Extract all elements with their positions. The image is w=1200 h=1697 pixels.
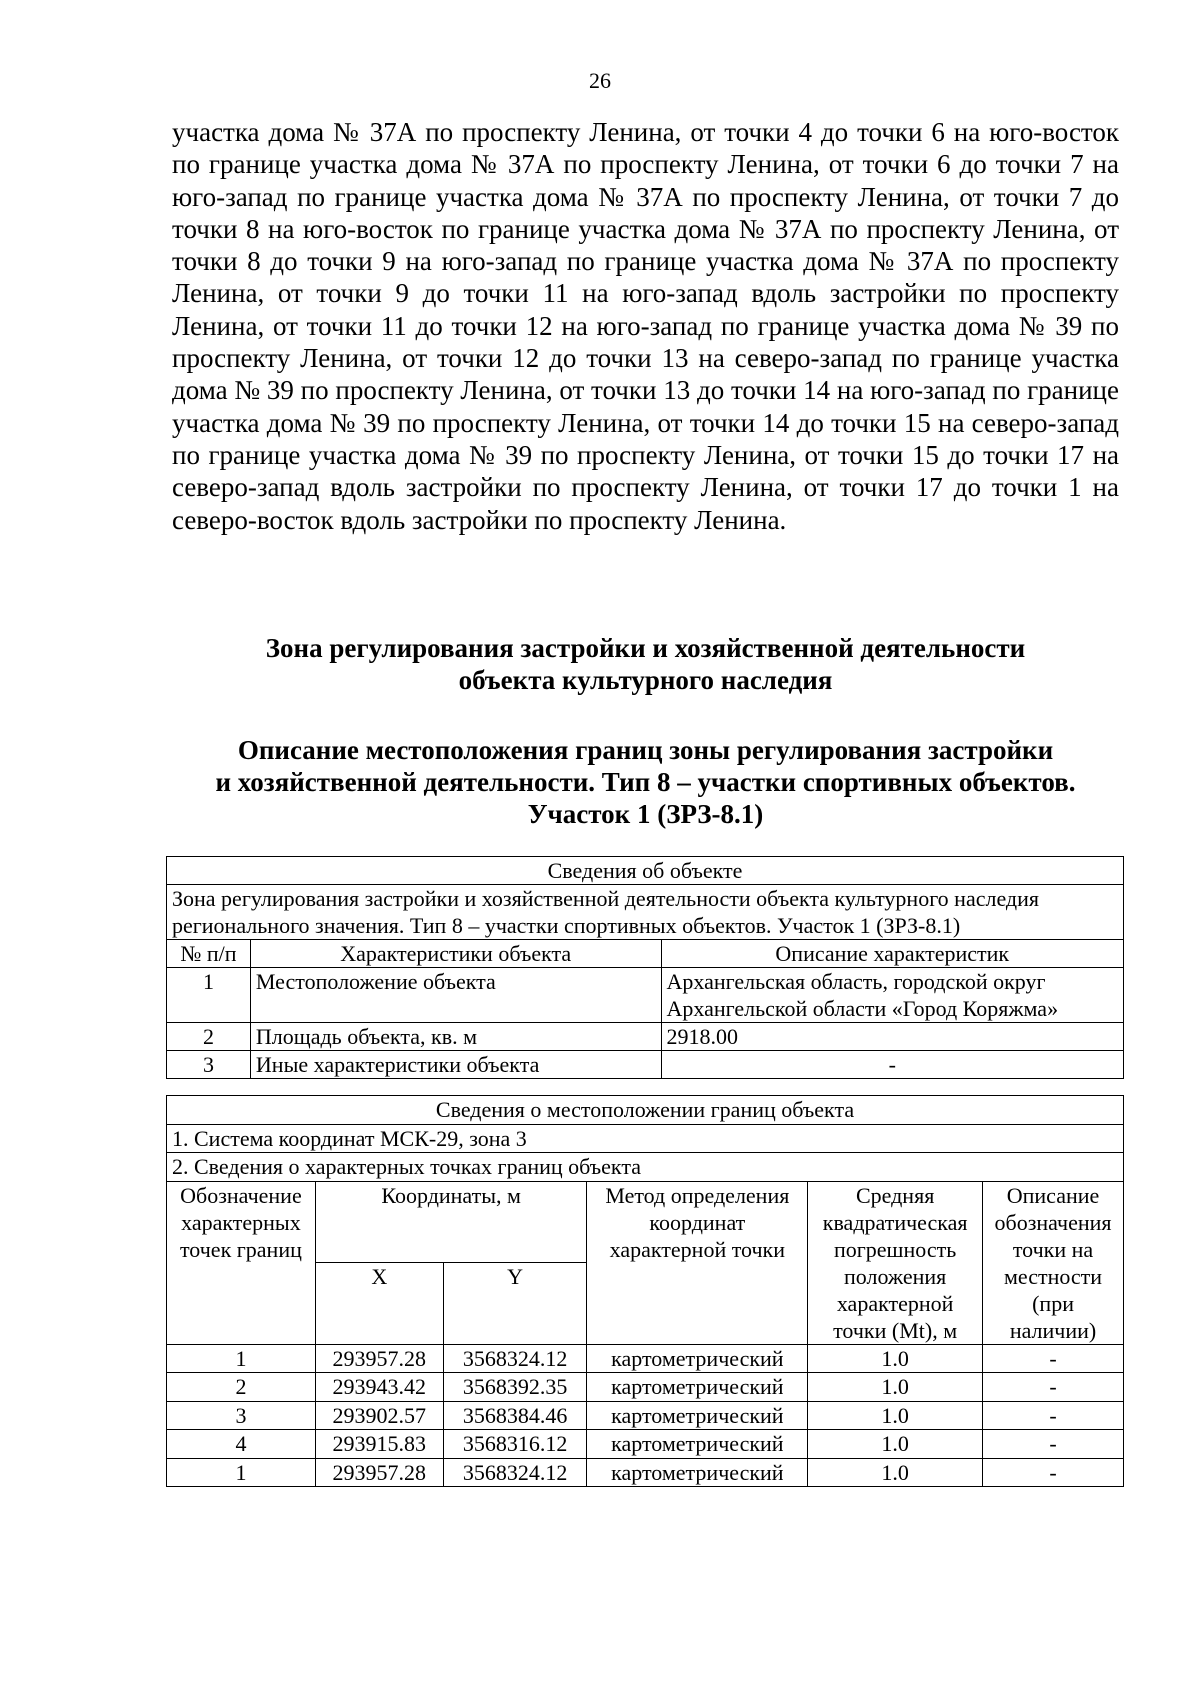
- column-header-point-description: [983, 1181, 1124, 1344]
- mt-error: 1.0: [808, 1458, 983, 1487]
- header-line: квадратическая: [822, 1209, 968, 1235]
- header-line: координат: [649, 1209, 746, 1235]
- point-description: -: [983, 1401, 1124, 1430]
- header-line: наличии): [1009, 1317, 1097, 1343]
- header-line: местности: [1003, 1263, 1103, 1289]
- column-header-method: [587, 1181, 808, 1344]
- mt-error: 1.0: [808, 1430, 983, 1459]
- row-number: 1: [167, 968, 251, 1023]
- point-id: 3: [167, 1401, 316, 1430]
- coordinate-system-cell: 1. Система координат МСК-29, зона 3: [167, 1124, 1124, 1153]
- table-row: [167, 1458, 1124, 1487]
- table-row: [167, 1344, 1124, 1373]
- location-line-2: Архангельской области «Город Коряжма»: [666, 996, 1059, 1021]
- table-row: [167, 1023, 1124, 1051]
- column-header-y: Y: [443, 1263, 587, 1345]
- table-row: [167, 1096, 1124, 1125]
- header-line: Обозначение: [180, 1182, 302, 1208]
- header-line: Средняя: [855, 1182, 935, 1208]
- boundary-description-heading: [172, 734, 1119, 830]
- method: картометрический: [587, 1401, 808, 1430]
- mt-error: 1.0: [808, 1344, 983, 1373]
- coord-y: 3568324.12: [443, 1458, 587, 1487]
- column-header-number: № п/п: [167, 940, 251, 968]
- row-number: 2: [167, 1023, 251, 1051]
- column-header-designation: [167, 1181, 316, 1344]
- characteristic-name: Иные характеристики объекта: [250, 1051, 661, 1079]
- object-info-title: Сведения об объекте: [167, 857, 1124, 885]
- method: картометрический: [587, 1430, 808, 1459]
- table-row: [167, 1373, 1124, 1402]
- table-header-row: [167, 940, 1124, 968]
- table-row: [167, 1153, 1124, 1182]
- point-description: -: [983, 1430, 1124, 1459]
- column-header-x: X: [315, 1263, 443, 1345]
- coord-x: 293957.28: [315, 1458, 443, 1487]
- header-line: точки (Mt), м: [833, 1317, 958, 1343]
- characteristic-value: 2918.00: [661, 1023, 1124, 1051]
- table-row: [167, 885, 1124, 940]
- coord-x: 293957.28: [315, 1344, 443, 1373]
- boundary-info-title: Сведения о местоположении границ объекта: [167, 1096, 1124, 1125]
- boundary-heading-line-3: Участок 1 (ЗРЗ-8.1): [527, 799, 764, 829]
- characteristic-value: [661, 968, 1124, 1023]
- method: картометрический: [587, 1344, 808, 1373]
- header-line: обозначения: [994, 1209, 1112, 1235]
- row-number: 3: [167, 1051, 251, 1079]
- object-info-table: [166, 856, 1124, 1079]
- coord-x: 293915.83: [315, 1430, 443, 1459]
- header-line: погрешность: [834, 1236, 957, 1262]
- header-line: (при: [1032, 1290, 1074, 1316]
- mt-error: 1.0: [808, 1401, 983, 1430]
- mt-error: 1.0: [808, 1373, 983, 1402]
- header-line: положения: [844, 1263, 947, 1289]
- zone-heading-line-1: Зона регулирования застройки и хозяйственной деятельности: [265, 633, 1026, 663]
- point-id: 2: [167, 1373, 316, 1402]
- table-row: [167, 1401, 1124, 1430]
- characteristic-name: Местоположение объекта: [250, 968, 661, 1023]
- point-id: 1: [167, 1458, 316, 1487]
- zone-name-line-1: Зона регулирования застройки и хозяйственной деятельности объекта культурного наследия: [172, 886, 1040, 911]
- table-row: [167, 1124, 1124, 1153]
- point-description: -: [983, 1373, 1124, 1402]
- zone-heading-line-2: объекта культурного наследия: [458, 665, 833, 695]
- table-row: [167, 857, 1124, 885]
- column-header-description: Описание характеристик: [661, 940, 1124, 968]
- characteristic-value: -: [661, 1051, 1124, 1079]
- column-header-error: [808, 1181, 983, 1344]
- table-row: [167, 1051, 1124, 1079]
- header-line: точки на: [1012, 1236, 1094, 1262]
- boundary-heading-line-2: и хозяйственной деятельности. Тип 8 – участки спортивных объектов.: [215, 767, 1076, 797]
- characteristic-name: Площадь объекта, кв. м: [250, 1023, 661, 1051]
- coord-y: 3568392.35: [443, 1373, 587, 1402]
- points-title-cell: 2. Сведения о характерных точках границ объекта: [167, 1153, 1124, 1182]
- point-description: -: [983, 1344, 1124, 1373]
- header-line: Метод определения: [605, 1182, 790, 1208]
- header-line: характерной точки: [609, 1236, 786, 1262]
- zone-heading: [172, 632, 1119, 696]
- zone-name-line-2: регионального значения. Тип 8 – участки спортивных объектов. Участок 1 (ЗРЗ-8.1): [172, 913, 961, 938]
- coord-x: 293943.42: [315, 1373, 443, 1402]
- point-id: 4: [167, 1430, 316, 1459]
- column-header-coordinates: Координаты, м: [315, 1181, 587, 1263]
- header-line: характерной: [836, 1290, 954, 1316]
- coord-y: 3568316.12: [443, 1430, 587, 1459]
- location-line-1: Архангельская область, городской округ: [666, 969, 1046, 994]
- page-number: 26: [589, 68, 611, 93]
- table-row: [167, 968, 1124, 1023]
- boundary-points-table: [166, 1095, 1124, 1487]
- boundary-heading-line-1: Описание местоположения границ зоны регулирования застройки: [237, 735, 1054, 765]
- header-line: Описание: [1006, 1182, 1100, 1208]
- method: картометрический: [587, 1458, 808, 1487]
- point-description: -: [983, 1458, 1124, 1487]
- coord-y: 3568384.46: [443, 1401, 587, 1430]
- method: картометрический: [587, 1373, 808, 1402]
- table-header-row: [167, 1181, 1124, 1263]
- column-header-characteristics: Характеристики объекта: [250, 940, 661, 968]
- point-id: 1: [167, 1344, 316, 1373]
- coord-x: 293902.57: [315, 1401, 443, 1430]
- header-line: точек границ: [179, 1236, 302, 1262]
- zone-name-cell: [167, 885, 1124, 940]
- coord-y: 3568324.12: [443, 1344, 587, 1373]
- table-row: [167, 1430, 1124, 1459]
- header-line: характерных: [181, 1209, 301, 1235]
- body-paragraph: участка дома № 37А по проспекту Ленина, от точки 4 до точки 6 на юго-восток по границе участка дома № 37А по проспекту Ленина, от точки 6 до точки 7 на юго-запад по границе участка дома № 37А по проспекту Ленина, от точки 7 до точки 8 на юго-восток по границе участка дома № 37А по проспекту Ленина, от точки 8 до точки 9 на юго-запад по границе участка дома № 37А по проспекту Ленина, от точки 9 до точки 11 на юго-запад вдоль застройки по проспекту Ленина, от точки 11 до точки 12 на юго-запад по границе участка дома № 39 по проспекту Ленина, от точки 12 до точки 13 на северо-запад по границе участка дома № 39 по проспекту Ленина, от точки 13 до точки 14 на юго-запад по границе участка дома № 39 по проспекту Ленина, от точки 14 до точки 15 на северо-запад по границе участка дома № 39 по проспекту Ленина, от точки 15 до точки 17 на северо-запад вдоль застройки по проспекту Ленина, от точки 17 до точки 1 на северо-восток вдоль застройки по проспекту Ленина.: [172, 117, 1119, 535]
